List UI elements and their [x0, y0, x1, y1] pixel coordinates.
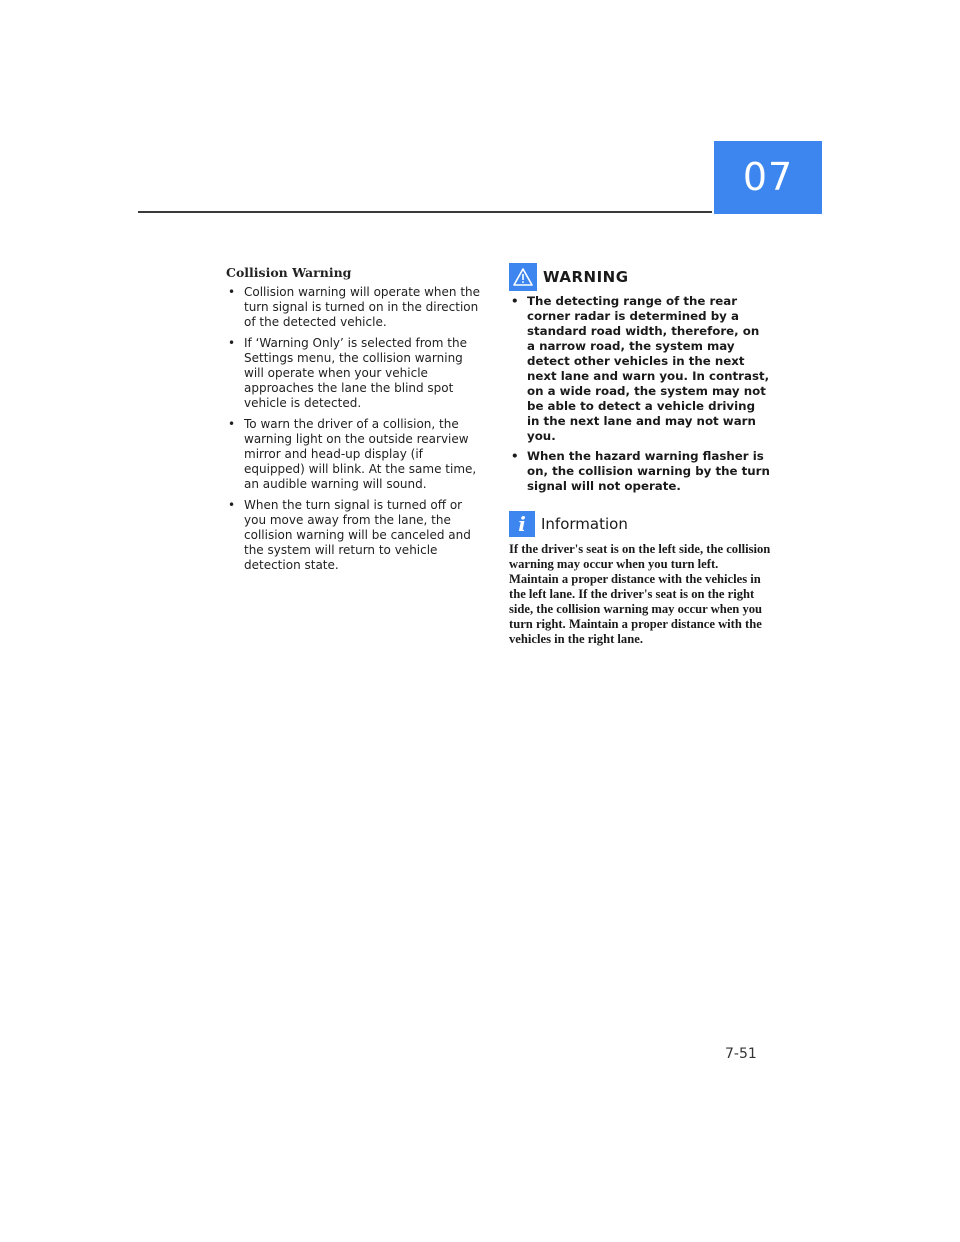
warning-title: WARNING: [543, 268, 629, 286]
collision-warning-section: [226, 265, 484, 579]
section-heading: Collision Warning: [226, 265, 352, 280]
list-item: [509, 449, 771, 494]
collision-warning-list: [226, 285, 484, 573]
info-icon: i: [509, 511, 535, 537]
bullet-mark: •: [228, 285, 236, 299]
information-header: [509, 510, 771, 538]
list-item: [226, 498, 484, 573]
list-item: [509, 294, 771, 444]
bullet-mark: •: [511, 449, 519, 463]
list-item-text: When the hazard warning flasher is on, the collision warning by the turn signal will not operate.: [527, 449, 770, 493]
list-item-text: To warn the driver of a collision, the warning light on the outside rearview mirror and head-up display (if equipped) will blink. At the same time, an audible warning will sound.: [244, 417, 477, 491]
list-item-text: The detecting range of the rear corner radar is determined by a standard road width, therefore, on a narrow road, the system may detect other vehicles in the next next lane and warn you. In contrast, on a wide road, the system may not be able to detect a vehicle driving in the next lane and may not warn you.: [527, 294, 770, 443]
list-item-text: When the turn signal is turned off or you move away from the lane, the collision warning will be canceled and the system will return to vehicle detection state.: [244, 498, 471, 572]
information-title: Information: [541, 515, 628, 533]
information-text: If the driver's seat is on the left side, the collision warning may occur when you turn left. Maintain a proper distance with the vehicles in the left lane. If the driver's seat is on the right side, the collision warning may occur when you turn right. Maintain a proper distance with the vehicles in the right lane.: [509, 542, 771, 646]
list-item-text: If ‘Warning Only’ is selected from the Settings menu, the collision warning will operate when your vehicle approaches the lane the blind spot vehicle is detected.: [244, 336, 467, 410]
list-item-text: Collision warning will operate when the turn signal is turned on in the direction of the detected vehicle.: [244, 285, 481, 329]
warning-header: [509, 262, 771, 292]
list-item: [226, 285, 484, 330]
page-number: 7-51: [725, 1046, 757, 1062]
warning-triangle-icon: [509, 263, 537, 291]
warning-list: [509, 294, 771, 494]
chapter-header-rule: [138, 211, 712, 213]
chapter-number-tab: 07: [714, 141, 822, 214]
bullet-mark: •: [228, 498, 236, 512]
list-item: [226, 336, 484, 411]
list-item: [226, 417, 484, 492]
bullet-mark: •: [511, 294, 519, 308]
bullet-mark: •: [228, 336, 236, 350]
notices-column: [509, 262, 771, 647]
bullet-mark: •: [228, 417, 236, 431]
